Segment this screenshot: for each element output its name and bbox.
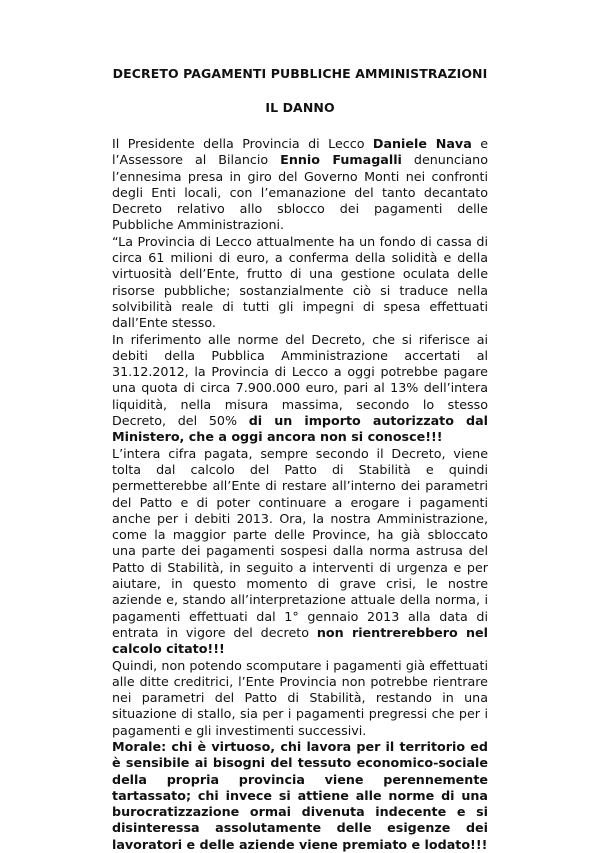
emphasis-text: di un importo autorizzato dal Ministero, che a oggi ancora non si conosce!!! xyxy=(112,413,488,445)
paragraph-text: L’intera cifra pagata, sempre secondo il Decreto, viene tolta dal calcolo del Patto di Stabilità e quindi permetterebbe all’Ente di restare all’interno dei parametri del Patto e di poter continuare a erogare i pagamenti anche per i debiti 2013. Ora, la nostra Amministrazione, come la maggior parte delle Province, ha già sbloccato una parte dei pagamenti sospesi dalla norma astrusa del Patto di Stabilità, in seguito a interventi di urgenza e per aiutare, in questo momento di grave crisi, le nostre aziende e, stando all’interpretazione attuale della norma, i pagamenti effettuati dal 1° gennaio 2013 alla data di entrata in vigore del decreto xyxy=(112,445,488,640)
name-assessor: Ennio Fumagalli xyxy=(280,152,402,168)
paragraph-stability-pact xyxy=(112,446,488,658)
document-title: DECRETO PAGAMENTI PUBBLICHE AMMINISTRAZIONI xyxy=(112,66,488,81)
paragraph-text: denunciano l’ennesima presa in giro del Governo Monti nei confronti degli Enti locali, con l’emanazione del tanto decantato Decreto relativo allo sblocco dei pagamenti delle Pubbliche Amministrazioni. xyxy=(112,152,488,233)
paragraph-stall: Quindi, non potendo scomputare i pagamenti già effettuati alle ditte creditrici, l’Ente Provincia non potrebbe rientrare nei parametri del Patto di Stabilità, restando in una situazione di stallo, sia per i pagamenti pregressi che per i pagamenti e gli investimenti successivi. xyxy=(112,657,488,738)
document-body xyxy=(112,136,488,853)
paragraph-text: In riferimento alle norme del Decreto, che si riferisce ai debiti della Pubblica Amministrazione accertati al 31.12.2012, la Provincia di Lecco a oggi potrebbe pagare una quota di circa 7.900.000 euro, pari al 13% dell’intera liquidità, nella misura massima, secondo lo stesso Decreto, del 50% xyxy=(112,331,488,429)
name-president: Daniele Nava xyxy=(372,136,472,151)
document-subtitle: IL DANNO xyxy=(265,100,335,115)
paragraph-moral: Morale: chi è virtuoso, chi lavora per il territorio ed è sensibile ai bisogni del tessuto economico-sociale della propria provincia viene perennemente tartassato; chi invece si attiene alle norme di una burocratizzazione ormai divenuta indecente e si disinteressa assolutamente delle esigenze dei lavoratori e delle aziende viene premiato e lodato!!! xyxy=(112,738,488,852)
paragraph-cash-fund: “La Provincia di Lecco attualmente ha un fondo di cassa di circa 61 milioni di euro, a conferma della solidità e della virtuosità dell’Ente, frutto di una gestione oculata delle risorse pubbliche; sostanzialmente ciò si traduce nella solvibilità reale di tutti gli impegni di spesa effettuati dall’Ente stesso. xyxy=(112,233,488,331)
emphasis-text: non rientrerebbero nel calcolo citato!!! xyxy=(112,624,488,657)
paragraph-text: Il Presidente della Provincia di Lecco xyxy=(112,136,373,151)
paragraph-intro xyxy=(112,136,488,234)
paragraph-text: e l’Assessore al Bilancio xyxy=(112,136,488,168)
paragraph-decree-reference xyxy=(112,332,488,446)
